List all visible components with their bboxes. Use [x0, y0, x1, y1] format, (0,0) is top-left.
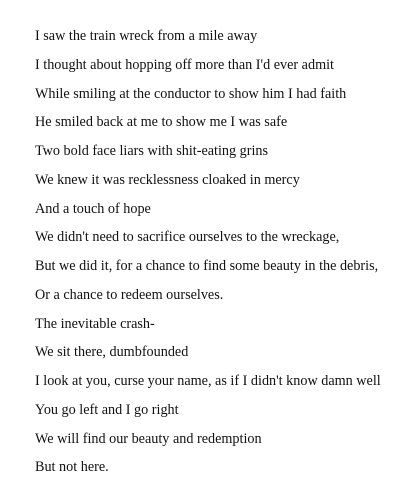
poem-line: Or a chance to redeem ourselves. — [35, 286, 224, 303]
poem-line: But we did it, for a chance to find some beauty in the debris, — [35, 258, 379, 274]
poem-line: And a touch of hope — [35, 200, 151, 217]
poem-line: We sit there, dumbfounded — [35, 344, 189, 361]
poem-line: We knew it was recklessness cloaked in mercy — [35, 171, 300, 188]
poem-body — [35, 22, 418, 482]
poem-line: We didn't need to sacrifice ourselves to the wreckage, — [35, 229, 340, 246]
poem-line: But not here. — [35, 459, 109, 476]
poem-line: Two bold face liars with shit-eating grins — [35, 143, 269, 159]
poem-line: I look at you, curse your name, as if I didn't know damn well — [35, 373, 381, 389]
poem-line: You go left and I go right — [35, 401, 179, 418]
poem-line: We will find our beauty and redemption — [35, 430, 262, 447]
poem-line: The inevitable crash- — [35, 315, 155, 332]
poem-line: I thought about hopping off more than I'd ever admit — [35, 56, 334, 73]
poem-line: He smiled back at me to show me I was safe — [35, 114, 288, 131]
poem-line: I saw the train wreck from a mile away — [35, 28, 258, 44]
poem-line: While smiling at the conductor to show him I had faith — [35, 85, 347, 102]
